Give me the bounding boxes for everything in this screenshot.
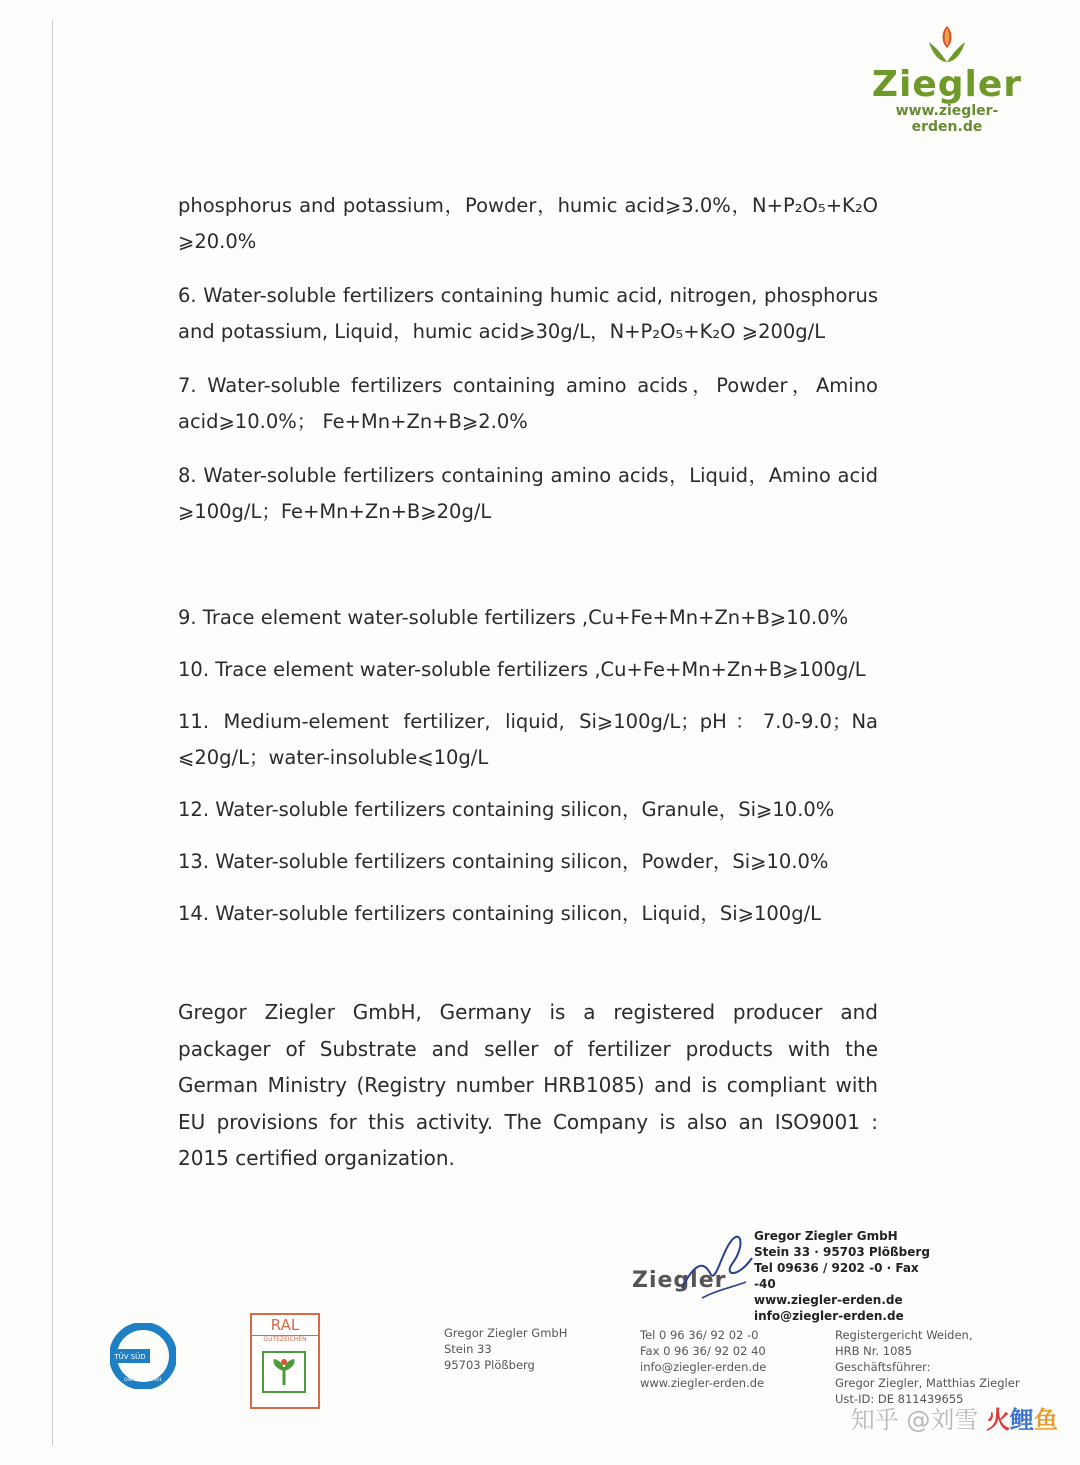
company-stamp [632,1228,932,1323]
list-item: 8. Water-soluble fertilizers containing amino acids，Liquid，Amino acid ⩾100g/L；Fe+Mn+Zn+B⩾20g/L [178,464,878,523]
footer-contact [640,1327,766,1391]
watermark-char: 鱼 [1034,1406,1058,1434]
footer-line: Ust-ID: DE 811439655 [835,1392,964,1406]
footer-line: HRB Nr. 1085 [835,1344,913,1358]
list-item: 12. Water-soluble fertilizers containing silicon，Granule，Si⩾10.0% [178,798,835,821]
footer-line: Registergericht Weiden, [835,1328,973,1342]
list-item: 9. Trace element water-soluble fertilizers ,Cu+Fe+Mn+Zn+B⩾10.0% [178,606,849,629]
stamp-line: Gregor Ziegler GmbH [754,1229,898,1243]
footer-line: Tel 0 96 36/ 92 02 -0 [640,1328,759,1342]
stamp-line: www.ziegler-erden.de [754,1293,903,1307]
list-item: 14. Water-soluble fertilizers containing silicon，Liquid，Si⩾100g/L [178,902,822,925]
stamp-logo: Ziegler [632,1268,727,1293]
footer-line: Geschäftsführer: [835,1360,931,1374]
watermark-char: 火 [986,1406,1010,1434]
footer-line: Stein 33 [444,1342,492,1356]
footer-line: Gregor Ziegler GmbH [444,1326,568,1340]
stamp-line: Stein 33 · 95703 Plößberg [754,1245,930,1259]
footer-line: Fax 0 96 36/ 92 02 40 [640,1344,766,1358]
list-item: 10. Trace element water-soluble fertilizers ,Cu+Fe+Mn+Zn+B⩾100g/L [178,658,866,681]
tuv-label: TÜV SÜD [114,1353,146,1361]
watermark-text: 知乎 @刘雪 [850,1406,979,1434]
footer-line: 95703 Plößberg [444,1358,535,1372]
ral-label: RAL [252,1315,318,1336]
footer-address [444,1325,567,1373]
leaf-flame-icon [925,22,969,66]
watermark-char: 鲤 [1010,1406,1034,1434]
footer-registry [835,1327,1020,1407]
list-item: phosphorus and potassium，Powder，humic acid⩾3.0%，N+P₂O₅+K₂O ⩾20.0% [178,194,878,253]
watermark [851,1400,1058,1435]
brand-name: Ziegler [871,64,1023,105]
ral-quality-seal [250,1313,320,1409]
ziegler-logo [862,22,1032,135]
tuv-iso-certification-icon [110,1323,176,1389]
stamp-line: info@ziegler-erden.de [754,1309,904,1323]
list-item: 6. Water-soluble fertilizers containing humic acid, nitrogen, phosphorus and potassium, Liquid，humic acid⩾30g/L，N+P₂O₅+K₂O ⩾200g/L [178,284,878,343]
list-item: 13. Water-soluble fertilizers containing silicon，Powder，Si⩾10.0% [178,850,829,873]
ral-sub: GÜTEZEICHEN [263,1336,307,1343]
company-statement: Gregor Ziegler GmbH, Germany is a registered producer and packager of Substrate and seller of fertilizer products with the German Ministry (Registry number HRB1085) and is compliant with EU provisions for this activity. The Company is also an ISO9001 : 2015 certified organization. [178,1000,878,1170]
footer-line: Gregor Ziegler, Matthias Ziegler [835,1376,1020,1390]
tuv-ring-text: DIN EN ISO 9001 [124,1378,162,1383]
footer-line: www.ziegler-erden.de [640,1376,765,1390]
document-body [178,188,878,1177]
list-item: 7. Water-soluble fertilizers containing amino acids，Powder，Amino acid⩾10.0%； Fe+Mn+Zn+B⩾2.0% [178,374,878,433]
stamp-line: Tel 09636 / 9202 -0 · Fax -40 [754,1261,919,1291]
plant-icon [262,1351,306,1393]
brand-url: www.ziegler-erden.de [895,103,999,135]
page-edge-line [52,20,53,1445]
list-item: 11. Medium-element fertilizer, liquid, Si⩾100g/L；pH：7.0-9.0；Na ⩽20g/L；water-insoluble⩽10g/L [178,710,878,769]
signature [672,1228,762,1308]
footer-line: info@ziegler-erden.de [640,1360,767,1374]
